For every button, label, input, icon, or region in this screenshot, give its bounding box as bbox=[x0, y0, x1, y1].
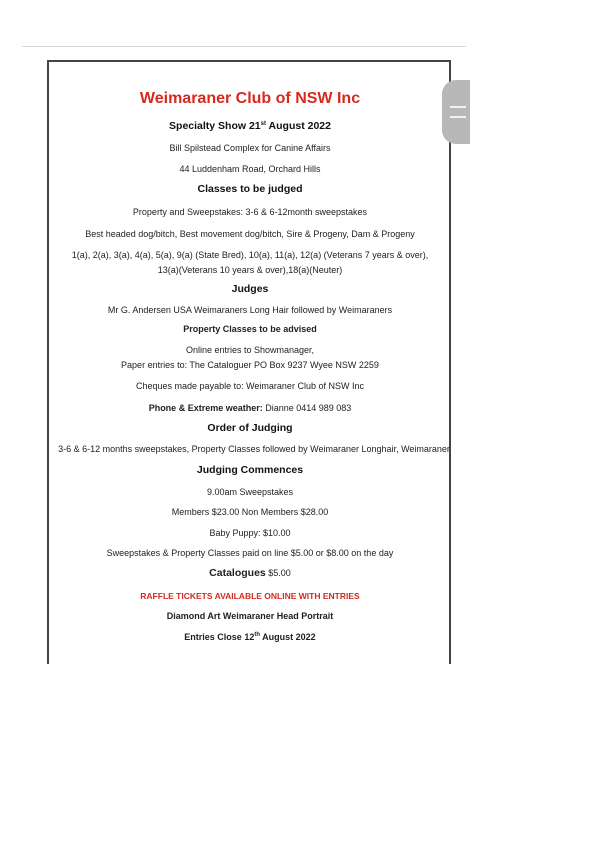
judges-line: Mr G. Andersen USA Weimaraners Long Hair followed by Weimaraners bbox=[107, 305, 393, 315]
cheques: Cheques made payable to: Weimaraner Club of NSW Inc bbox=[136, 381, 364, 391]
property-classes: Property Classes to be advised bbox=[183, 324, 317, 334]
commences-heading: Judging Commences bbox=[196, 464, 304, 476]
top-divider bbox=[22, 46, 466, 47]
judges-heading: Judges bbox=[231, 283, 269, 295]
baby-puppy-fee: Baby Puppy: $10.00 bbox=[209, 528, 291, 538]
show-date: Specialty Show 21st August 2022 bbox=[169, 120, 331, 132]
diamond-art: Diamond Art Weimaraner Head Portrait bbox=[166, 611, 334, 621]
classes-heading: Classes to be judged bbox=[197, 183, 303, 195]
club-title: Weimaraner Club of NSW Inc bbox=[139, 90, 361, 107]
classes-line-3: 1(a), 2(a), 3(a), 4(a), 5(a), 9(a) (State Bred), 10(a), 11(a), 12(a) (Veterans 7 years & over), bbox=[71, 250, 429, 260]
paper-entries: Paper entries to: The Cataloguer PO Box 9237 Wyee NSW 2259 bbox=[121, 360, 379, 370]
time-line: 9.00am Sweepstakes bbox=[206, 487, 294, 497]
entries-close: Entries Close 12th August 2022 bbox=[184, 632, 316, 642]
members-fee: Members $23.00 Non Members $28.00 bbox=[171, 507, 329, 517]
raffle-notice: RAFFLE TICKETS AVAILABLE ONLINE WITH ENTRIES bbox=[140, 591, 360, 601]
handle-line-icon bbox=[450, 116, 466, 118]
address: 44 Luddenham Road, Orchard Hills bbox=[179, 164, 321, 174]
classes-line-4: 13(a)(Veterans 10 years & over),18(a)(Neuter) bbox=[157, 265, 343, 275]
online-entries: Online entries to Showmanager, bbox=[185, 345, 315, 355]
catalogues-line: Catalogues $5.00 bbox=[209, 567, 291, 579]
order-line: 3-6 & 6-12 months sweepstakes, Property Classes followed by Weimaraner Longhair, Weimaraner bbox=[58, 444, 450, 454]
classes-line-1: Property and Sweepstakes: 3-6 & 6-12month sweepstakes bbox=[132, 207, 368, 217]
classes-line-2: Best headed dog/bitch, Best movement dog/bitch, Sire & Progeny, Dam & Progeny bbox=[85, 229, 415, 239]
phone-line: Phone & Extreme weather: Dianne 0414 989 083 bbox=[148, 403, 352, 413]
sweepstakes-fee: Sweepstakes & Property Classes paid on line $5.00 or $8.00 on the day bbox=[106, 548, 394, 558]
venue: Bill Spilstead Complex for Canine Affairs bbox=[169, 143, 331, 153]
order-heading: Order of Judging bbox=[207, 422, 293, 434]
